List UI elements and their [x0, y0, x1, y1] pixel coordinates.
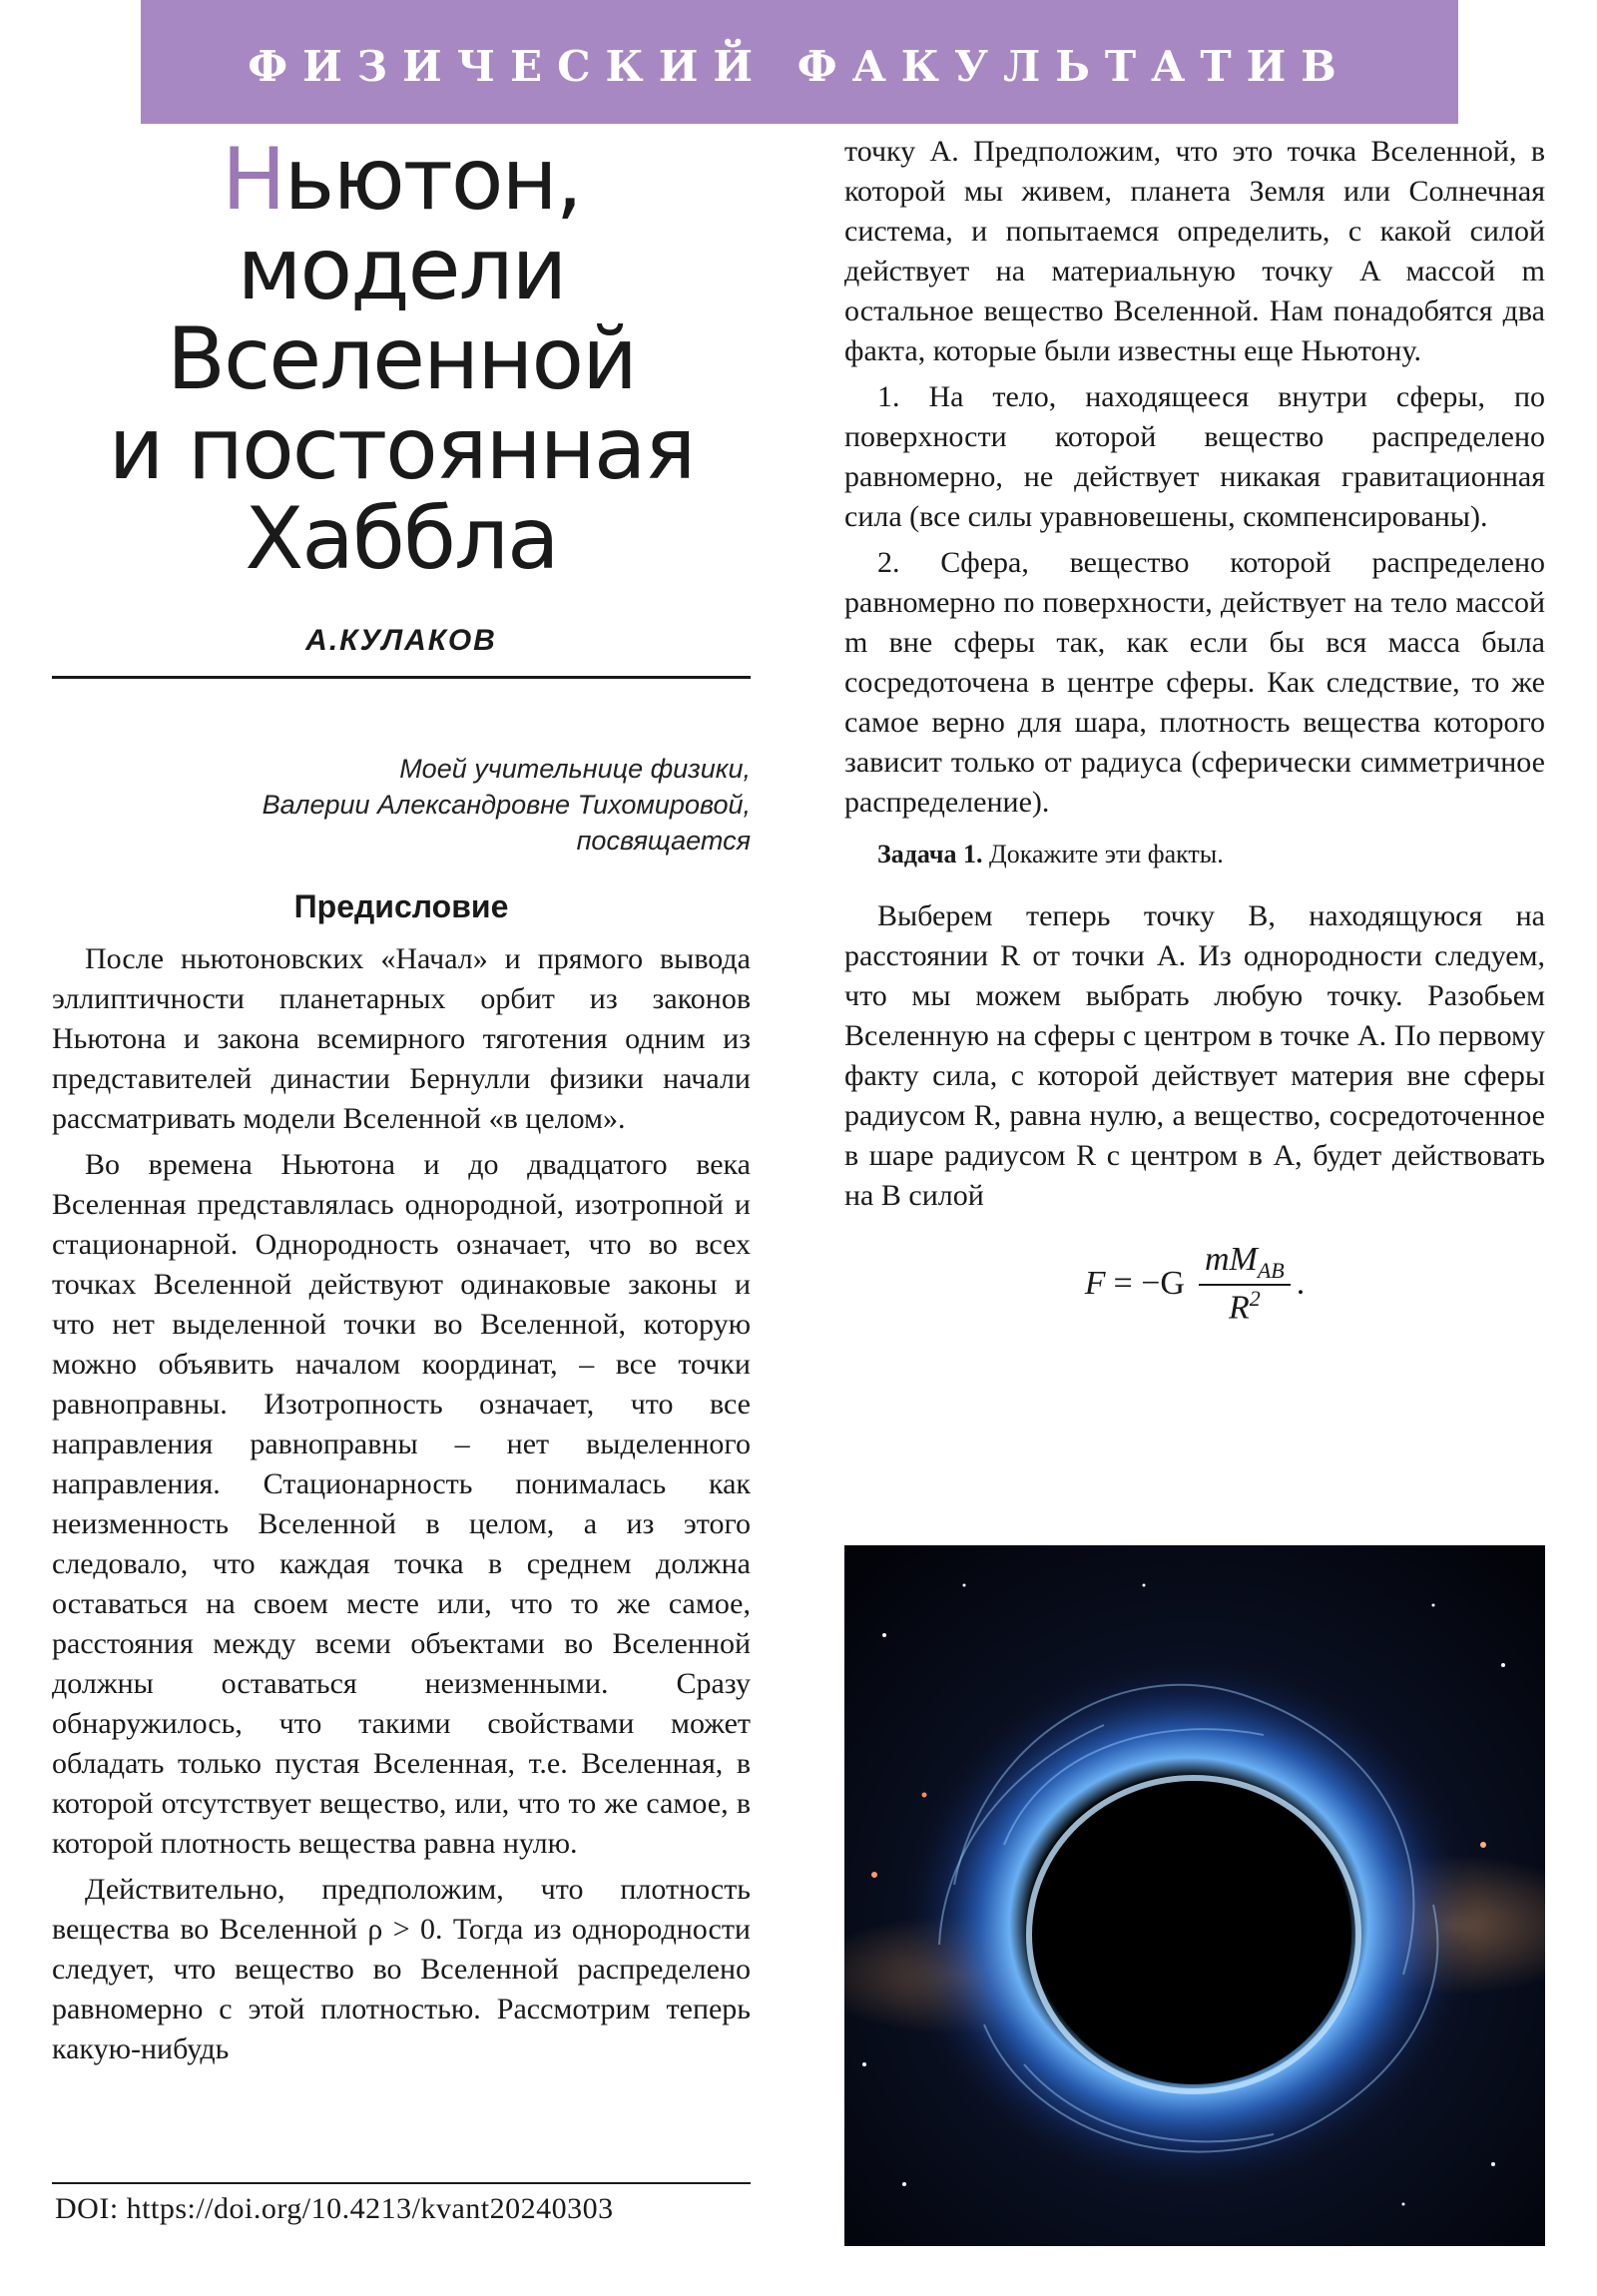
right-column [844, 132, 1545, 1334]
paragraph: Действительно, предположим, что плотность вещества во Вселенной ρ > 0. Тогда из однородности следует, что вещество во Вселенной распределено равномерно с этой плотностью. Рассмотрим теперь какую-нибудь [52, 1873, 751, 2065]
formula-fraction [1199, 1241, 1291, 1327]
formula-numerator-sub: AB [1257, 1257, 1285, 1283]
dedication-line-1: Моей учительнице физики, [399, 754, 751, 784]
dedication [52, 751, 751, 859]
doi-link[interactable]: DOI: https://doi.org/10.4213/kvant20240303 [55, 2192, 614, 2225]
paragraph: 2. Сфера, вещество которой распределено равномерно по поверхности, действует на тело массой m вне сферы так, как если бы вся масса была сосредоточена в центре сферы. Как следствие, то же самое верно для шара, плотность вещества которого зависит только от радиуса (сферически симметричное распределение). [844, 546, 1545, 819]
paragraph: После ньютоновских «Начал» и прямого вывода эллиптичности планетарных орбит из законов Ньютона и закона всемирного тяготения одним из представителей династии Бернулли физики начали рассматривать модели Вселенной «в целом». [52, 942, 751, 1135]
left-column [52, 130, 751, 2075]
wormhole-graphic [844, 1545, 1545, 2246]
formula-denominator-text: R [1228, 1289, 1250, 1327]
paragraph: точку A. Предположим, что это точка Вселенной, в которой мы живем, планета Земля или Солнечная система, и попытаемся определить, с какой силой действует на материальную точку A массой m остальное вещество Вселенной. Нам понадобятся два факта, которые были известны еще Ньютону. [844, 135, 1545, 367]
task-label: Задача 1. [877, 840, 983, 868]
formula-tail: . [1296, 1265, 1306, 1302]
formula-numerator-text: mM [1204, 1240, 1258, 1278]
formula-numerator [1199, 1241, 1291, 1286]
title-initial: Н [221, 130, 284, 230]
illustration-wormhole [844, 1545, 1545, 2246]
dedication-line-2: Валерии Александровне Тихомировой, [262, 790, 751, 820]
article-title [52, 130, 751, 589]
title-line-4: Хаббла [245, 489, 558, 589]
formula-denominator-sup: 2 [1249, 1285, 1261, 1311]
paragraph: 1. На тело, находящееся внутри сферы, по поверхности которой вещество распределено равномерно, не действует никакая гравитационная сила (все силы уравновешены, скомпенсированы). [844, 380, 1545, 533]
formula-lhs: F [1084, 1265, 1106, 1302]
task-text: Докажите эти факты. [989, 840, 1224, 868]
title-line-1: ьютон, модели [237, 130, 582, 319]
paragraph: Выберем теперь точку B, находящуюся на расстоянии R от точки A. Из однородности следуем, что мы можем выбрать любую точку. Разобьем Вселенную на сферы с центром в точке A. По первому факту сила, с которой действует материя вне сферы радиусом R, равна нулю, а вещество, сосредоточенное в шаре радиусом R с центром в A, будет действовать на B силой [844, 899, 1545, 1212]
formula [844, 1234, 1545, 1334]
title-line-2: Вселенной [166, 309, 637, 409]
task-1 [844, 837, 1545, 872]
formula-denominator [1229, 1286, 1261, 1327]
dedication-line-3: посвящается [576, 826, 751, 856]
footer-rule [52, 2182, 751, 2184]
section-title-banner: ФИЗИЧЕСКИЙ ФАКУЛЬТАТИВ [248, 41, 1351, 91]
section-heading: Предисловие [293, 888, 509, 924]
section-banner [141, 0, 1458, 124]
formula-sign: = −G [1113, 1265, 1185, 1302]
paragraph: Во времена Ньютона и до двадцатого века Вселенная представлялась однородной, изотропной и стационарной. Однородность означает, что во всех точках Вселенной действуют одинаковые законы и что нет выделенной точки во Вселенной, которую можно объявить началом координат, – все точки равноправны. Изотропность означает, что все направления равноправны – нет выделенного направления. Стационарность понималась как неизменность Вселенной в целом, а из этого следовало, что каждая точка в среднем должна оставаться на своем месте или, что то же самое, расстояния между всеми объектами во Вселенной должны оставаться неизменными. Сразу обнаружилось, что такими свойствами может обладать только пустая Вселенная, т.е. Вселенная, в которой отсутствует вещество, или, что то же самое, в которой плотность вещества равна нулю. [52, 1148, 751, 1860]
title-line-3: и постоянная [108, 399, 695, 499]
author: А.КУЛАКОВ [52, 624, 751, 679]
